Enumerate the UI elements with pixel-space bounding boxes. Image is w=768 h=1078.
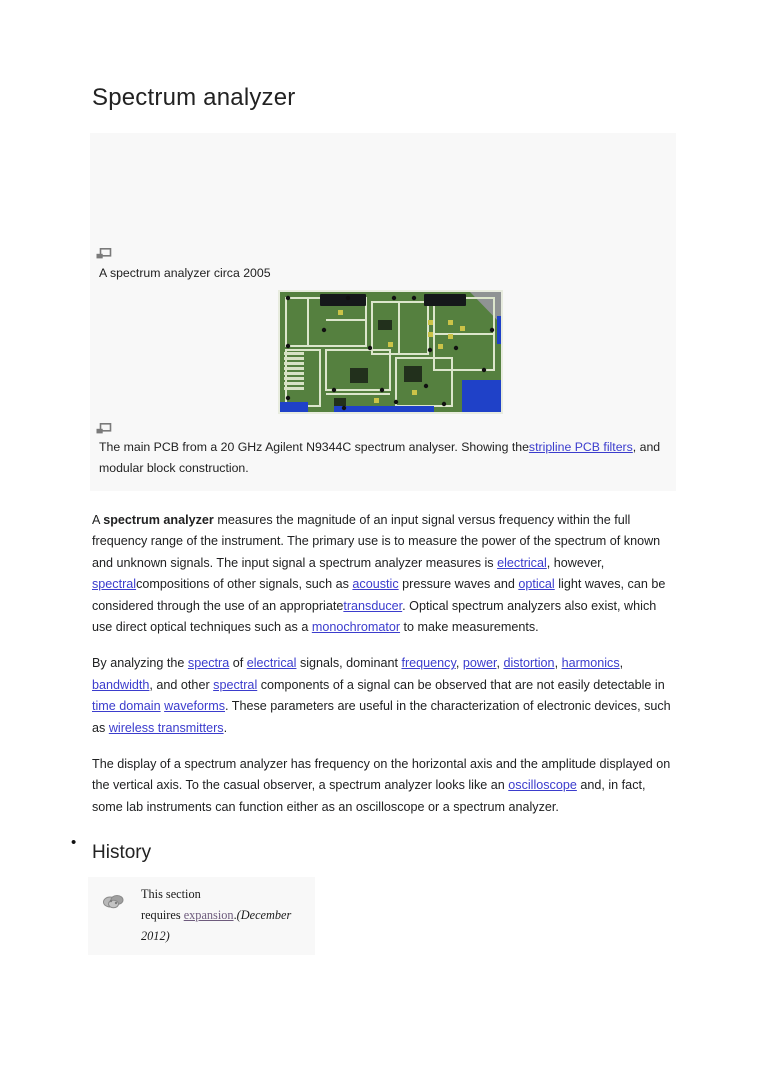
expand-section-notice xyxy=(88,877,315,955)
enlarge-icon[interactable] xyxy=(95,247,112,260)
text-span: This section xyxy=(141,887,201,902)
text-span: , however, xyxy=(546,555,605,570)
text-span: , xyxy=(496,656,504,671)
text-span: , and other xyxy=(149,677,214,692)
text-span: , xyxy=(619,656,624,671)
text-link[interactable]: expansion xyxy=(183,908,234,923)
text-span: The display of a spectrum analyzer has frequency on the horizontal axis and the amplitude displayed on the vertical axis. To the casual observer, a spectrum analyzer looks like an xyxy=(92,757,671,793)
text-span: requires xyxy=(141,908,184,923)
text-link[interactable]: oscilloscope xyxy=(508,778,577,793)
text-link[interactable]: power xyxy=(462,656,497,671)
missing-image-placeholder xyxy=(95,133,668,245)
text-span: . xyxy=(233,908,237,923)
text-span: , and modular block construction. xyxy=(99,440,661,475)
history-heading: History xyxy=(92,842,152,864)
text-link[interactable]: time domain xyxy=(92,699,161,714)
page-title: Spectrum analyzer xyxy=(92,84,296,111)
text-span: , xyxy=(455,656,463,671)
text-link[interactable]: spectral xyxy=(92,577,137,592)
magnify-row xyxy=(95,420,668,435)
text-span: (December 2012) xyxy=(141,908,292,944)
notice-line-2 xyxy=(141,905,309,947)
text-link[interactable]: electrical xyxy=(497,555,547,570)
figure-caption-2 xyxy=(99,437,668,479)
text-span: By analyzing the xyxy=(92,656,188,671)
pcb-photo xyxy=(278,290,503,414)
text-span: . Optical spectrum analyzers also exist, which use direct optical techniques such as a xyxy=(92,598,657,635)
text-span: pressure waves and xyxy=(398,577,519,592)
pcb-image-wrap xyxy=(278,290,668,414)
enlarge-icon[interactable] xyxy=(95,422,112,435)
list-bullet: • xyxy=(71,834,77,852)
text-link[interactable]: frequency xyxy=(401,656,456,671)
text-span: A xyxy=(92,513,104,527)
notice-text xyxy=(141,884,309,947)
text-link[interactable]: electrical xyxy=(246,656,297,671)
text-span: measures the magnitude of an input signal versus frequency within the full frequency range of the instrument. The primary use is to measure the power of the spectrum of known and unknown signals. The input signal a spectrum analyzer measures is xyxy=(92,513,661,570)
figure-panel xyxy=(90,133,676,491)
text-span: to make measurements. xyxy=(400,620,539,635)
text-link[interactable]: stripline PCB filters xyxy=(528,440,633,454)
text-link[interactable]: monochromator xyxy=(311,620,401,635)
text-link[interactable]: acoustic xyxy=(352,577,399,592)
text-link[interactable]: spectral xyxy=(213,677,258,692)
text-span: , xyxy=(554,656,562,671)
text-span: . xyxy=(223,720,228,735)
history-section xyxy=(71,834,768,864)
expand-section-icon xyxy=(102,892,126,910)
text-link[interactable]: optical xyxy=(518,577,555,592)
text-span: compositions of other signals, such as xyxy=(136,577,353,592)
text-link[interactable]: distortion xyxy=(503,656,555,671)
text-span: The main PCB from a 20 GHz Agilent N9344C spectrum analyser. Showing the xyxy=(99,440,529,454)
text-span: . These parameters are useful in the characterization of electronic devices, such as xyxy=(92,699,671,735)
text-span: of xyxy=(229,656,247,671)
text-link[interactable]: bandwidth xyxy=(92,677,150,692)
text-link[interactable]: wireless transmitters xyxy=(108,720,224,735)
magnify-row xyxy=(95,245,668,260)
paragraph-1 xyxy=(92,510,678,638)
text-span: and, in fact, some lab instruments can function either as an oscilloscope or a spectrum analyzer. xyxy=(92,778,646,814)
text-span: light waves, can be considered through the use of an appropriate xyxy=(92,577,666,613)
text-link[interactable]: waveforms xyxy=(164,699,225,714)
notice-line-1 xyxy=(141,884,309,905)
paragraph-3 xyxy=(92,754,678,818)
text-span: signals, dominant xyxy=(296,656,402,671)
text-link[interactable]: transducer xyxy=(343,598,403,613)
article-page xyxy=(0,84,768,1078)
text-link[interactable]: spectra xyxy=(187,656,230,671)
text-span: components of a signal can be observed that are not easily detectable in xyxy=(257,677,665,692)
text-link[interactable]: harmonics xyxy=(561,656,620,671)
text-span: spectrum analyzer xyxy=(103,513,214,527)
figure-caption-1: A spectrum analyzer circa 2005 xyxy=(99,266,271,280)
paragraph-2 xyxy=(92,653,678,739)
